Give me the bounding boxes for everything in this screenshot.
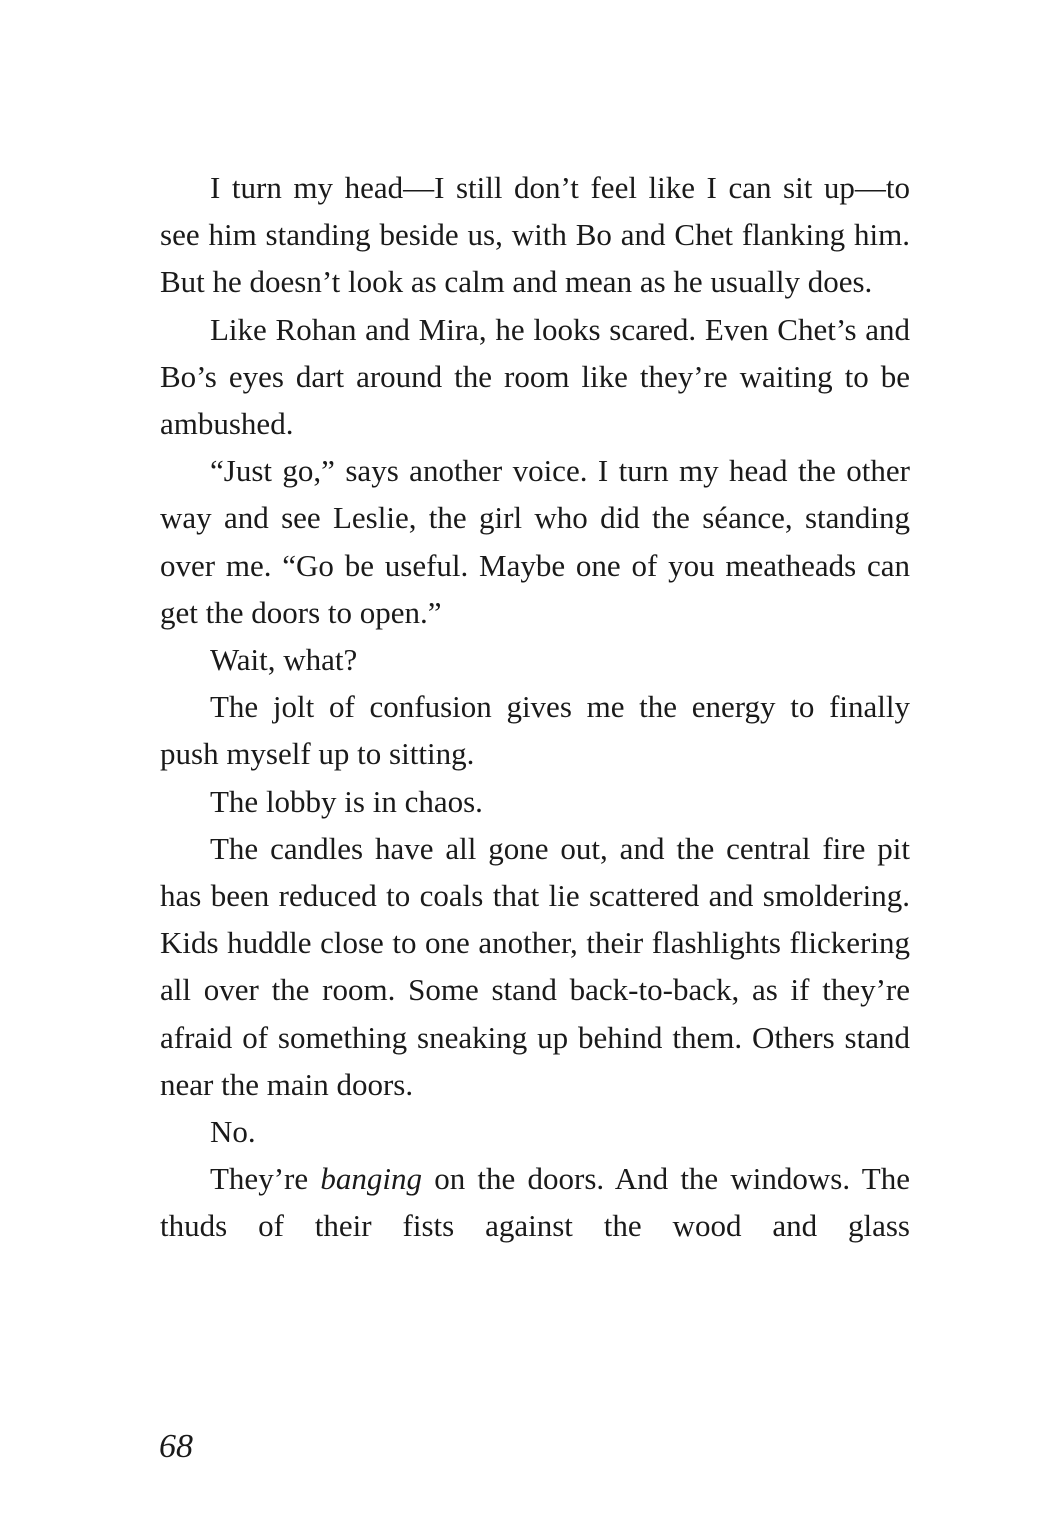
paragraph (160, 164, 910, 306)
text-segment: Wait, what? (210, 642, 358, 678)
text-segment: Like Rohan and Mira, he looks scared. Even Chet’s and Bo’s eyes dart around the room like they’re waiting to be ambushed. (160, 311, 910, 442)
italic-text-segment: banging (320, 1161, 422, 1197)
text-segment: on the doors. And the windows. The thuds of their fists against the wood and glass (160, 1161, 910, 1244)
text-segment: “Just go,” says another voice. I turn my head the other way and see Leslie, the girl who did the séance, standing over me. “Go be useful. Maybe one of you meatheads can get the doors to open.” (160, 453, 910, 630)
text-segment: The jolt of confusion gives me the energy to finally push myself up to sitting. (160, 689, 910, 772)
text-segment: I turn my head—I still don’t feel like I can sit up—to see him standing beside us, with Bo and Chet flanking him. But he doesn’t look as calm and mean as he usually does. (160, 170, 910, 300)
paragraph (160, 306, 910, 448)
text-segment: The candles have all gone out, and the central fire pit has been reduced to coals that lie scattered and smoldering. Kids huddle close to one another, their flashlights flickering all over the room. Some stand back-to-back, as if they’re afraid of something sneaking up behind them. Others stand near the main doors. (160, 830, 910, 1102)
page-number: 68 (159, 1428, 193, 1465)
paragraph (160, 447, 910, 636)
paragraph (160, 778, 910, 825)
paragraph (160, 1108, 910, 1155)
text-segment: The lobby is in chaos. (210, 783, 483, 819)
text-segment: They’re (210, 1161, 321, 1197)
paragraph (160, 825, 910, 1108)
paragraph (160, 683, 910, 777)
paragraph (160, 1155, 910, 1249)
body-text (160, 164, 910, 1250)
text-segment: No. (210, 1114, 256, 1150)
paragraph (160, 636, 910, 683)
